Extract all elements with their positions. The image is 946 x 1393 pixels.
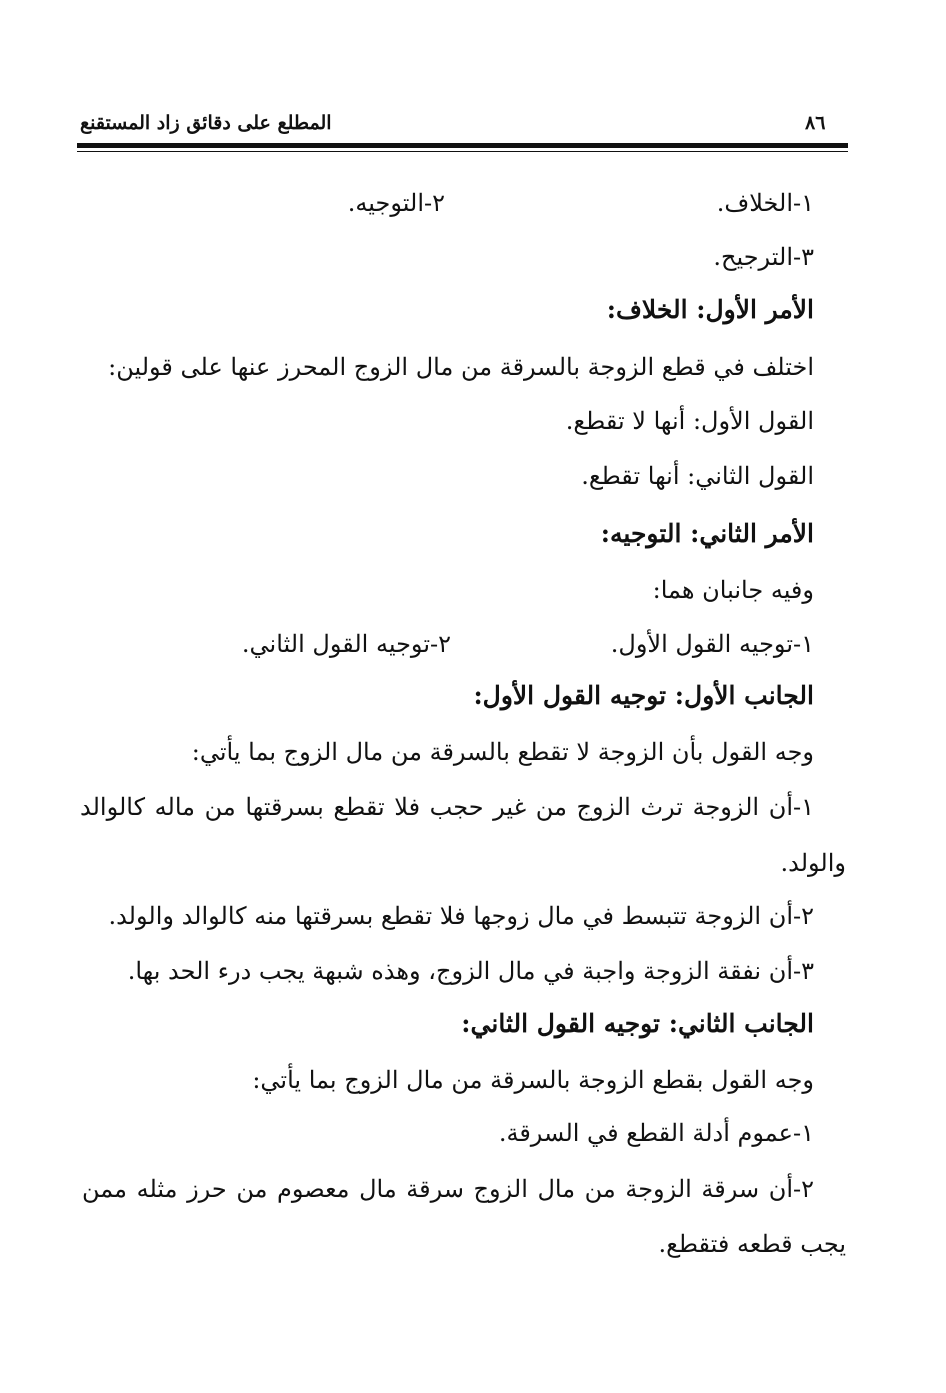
- page-number: ٨٦: [805, 112, 826, 134]
- paragraph-line: اختلف في قطع الزوجة بالسرقة من مال الزوج المحرز عنها على قولين:: [108, 353, 814, 381]
- paragraph-line: ١-أن الزوجة ترث الزوج من غير حجب فلا تقطع بسرقتها من ماله كالوالد: [80, 793, 814, 821]
- header-rule-thin: [77, 151, 848, 152]
- list-item-tarjih: ٣-الترجيح.: [713, 243, 814, 271]
- paragraph-line: وفيه جانبان هما:: [652, 576, 814, 604]
- header-rule-thick: [77, 143, 848, 148]
- paragraph-line: ٢-أن الزوجة تتبسط في مال زوجها فلا تقطع بسرقتها منه كالوالد والولد.: [108, 902, 814, 930]
- list-item-second-view: ٢-توجيه القول الثاني.: [241, 630, 451, 658]
- list-item-khilaf: ١-الخلاف.: [716, 189, 814, 217]
- paragraph-line: يجب قطعه فتقطع.: [658, 1230, 846, 1258]
- running-header-title: المطلع على دقائق زاد المستقنع: [80, 112, 332, 134]
- paragraph-line: ١-عموم أدلة القطع في السرقة.: [498, 1119, 814, 1147]
- paragraph-line: القول الأول: أنها لا تقطع.: [565, 407, 814, 435]
- list-item-tawjih: ٢-التوجيه.: [347, 189, 445, 217]
- section-heading-second-matter: الأمر الثاني: التوجيه:: [600, 519, 814, 548]
- paragraph-line: ٢-أن سرقة الزوجة من مال الزوج سرقة مال معصوم من حرز مثله ممن: [82, 1175, 814, 1203]
- paragraph-line: والولد.: [780, 849, 846, 877]
- section-heading-second-side: الجانب الثاني: توجيه القول الثاني:: [461, 1009, 814, 1038]
- section-heading-first-matter: الأمر الأول: الخلاف:: [606, 295, 814, 324]
- list-item-first-view: ١-توجيه القول الأول.: [610, 630, 814, 658]
- paragraph-line: وجه القول بقطع الزوجة بالسرقة من مال الزوج بما يأتي:: [252, 1066, 814, 1094]
- paragraph-line: وجه القول بأن الزوجة لا تقطع بالسرقة من مال الزوج بما يأتي:: [191, 738, 814, 766]
- paragraph-line: ٣-أن نفقة الزوجة واجبة في مال الزوج، وهذه شبهة يجب درء الحد بها.: [127, 957, 814, 985]
- section-heading-first-side: الجانب الأول: توجيه القول الأول:: [473, 681, 814, 710]
- paragraph-line: القول الثاني: أنها تقطع.: [581, 462, 814, 490]
